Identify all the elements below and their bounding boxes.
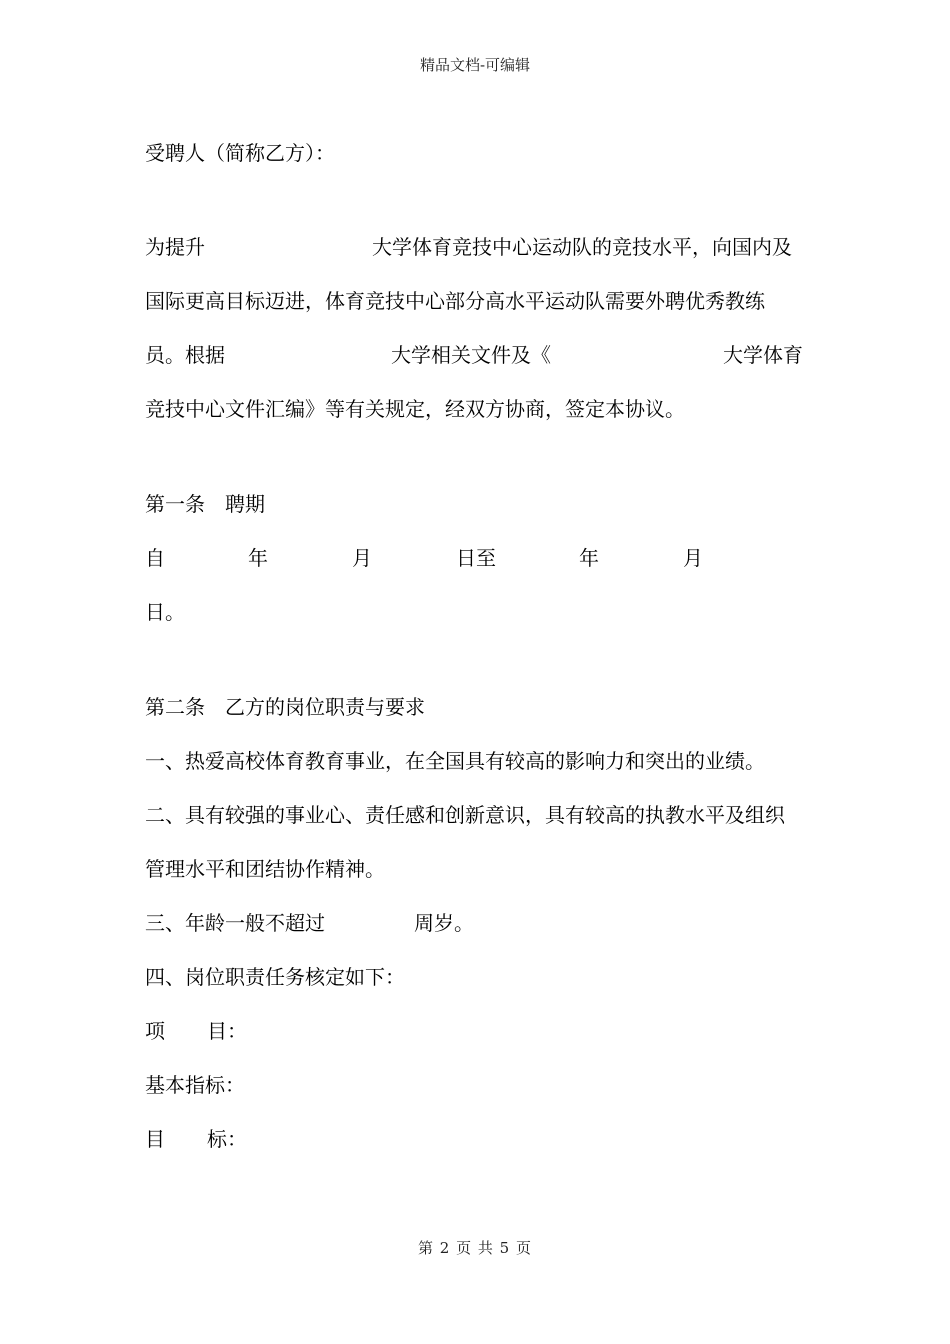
- duty-item-3: [145, 908, 807, 938]
- duty-text: 四、岗位职责任务核定如下：: [145, 965, 405, 989]
- field-label: 目: [145, 1127, 165, 1151]
- term-text: 年: [579, 546, 599, 570]
- term-end-line: [145, 597, 807, 627]
- duty-item-2-cont: [145, 854, 807, 884]
- term-text: 年: [248, 546, 268, 570]
- intro-line-4: [145, 394, 807, 424]
- term-text: 月: [352, 546, 372, 570]
- intro-text: 员。根据: [145, 343, 225, 367]
- party-b-line: [145, 138, 807, 168]
- article-1-title: [145, 489, 807, 519]
- duty-item-4: [145, 962, 807, 992]
- intro-text: 国际更高目标迈进，体育竞技中心部分高水平运动队需要外聘优秀教练: [145, 289, 765, 313]
- project-line: [145, 1016, 807, 1046]
- intro-line-1: [145, 232, 807, 262]
- duty-item-1: [145, 746, 807, 776]
- field-label: 标：: [207, 1127, 247, 1151]
- duty-text: 一、热爱高校体育教育事业，在全国具有较高的影响力和突出的业绩。: [145, 749, 765, 773]
- term-text: 日。: [145, 600, 185, 624]
- page-header: 精品文档-可编辑: [419, 56, 531, 74]
- party-b-label: 受聘人（简称乙方）：: [145, 141, 335, 165]
- intro-line-2: [145, 286, 807, 316]
- field-label: 基本指标：: [145, 1073, 245, 1097]
- basic-indicator-line: [145, 1070, 807, 1100]
- intro-text: 竞技中心文件汇编》等有关规定，经双方协商，签定本协议。: [145, 397, 685, 421]
- page-footer: 第 2 页 共 5 页: [418, 1239, 532, 1257]
- article-title: 第一条 聘期: [145, 492, 265, 516]
- term-line: [145, 543, 807, 573]
- intro-text: 大学体育竞技中心运动队的竞技水平，向国内及: [372, 235, 792, 259]
- term-text: 自: [145, 546, 165, 570]
- duty-text: 三、年龄一般不超过: [145, 911, 325, 935]
- intro-text: 大学体育: [723, 343, 803, 367]
- article-title: 第二条 乙方的岗位职责与要求: [145, 695, 425, 719]
- term-text: 日至: [456, 546, 496, 570]
- duty-text: 管理水平和团结协作精神。: [145, 857, 385, 881]
- intro-line-3: [145, 340, 807, 370]
- intro-text: 为提升: [145, 235, 205, 259]
- field-label: 项: [145, 1019, 165, 1043]
- duty-text: 二、具有较强的事业心、责任感和创新意识，具有较高的执教水平及组织: [145, 803, 785, 827]
- article-2-title: [145, 692, 807, 722]
- intro-text: 大学相关文件及《: [391, 343, 551, 367]
- duty-item-2: [145, 800, 807, 830]
- field-label: 目：: [207, 1019, 247, 1043]
- target-line: [145, 1124, 807, 1154]
- term-text: 月: [683, 546, 703, 570]
- duty-text: 周岁。: [414, 911, 474, 935]
